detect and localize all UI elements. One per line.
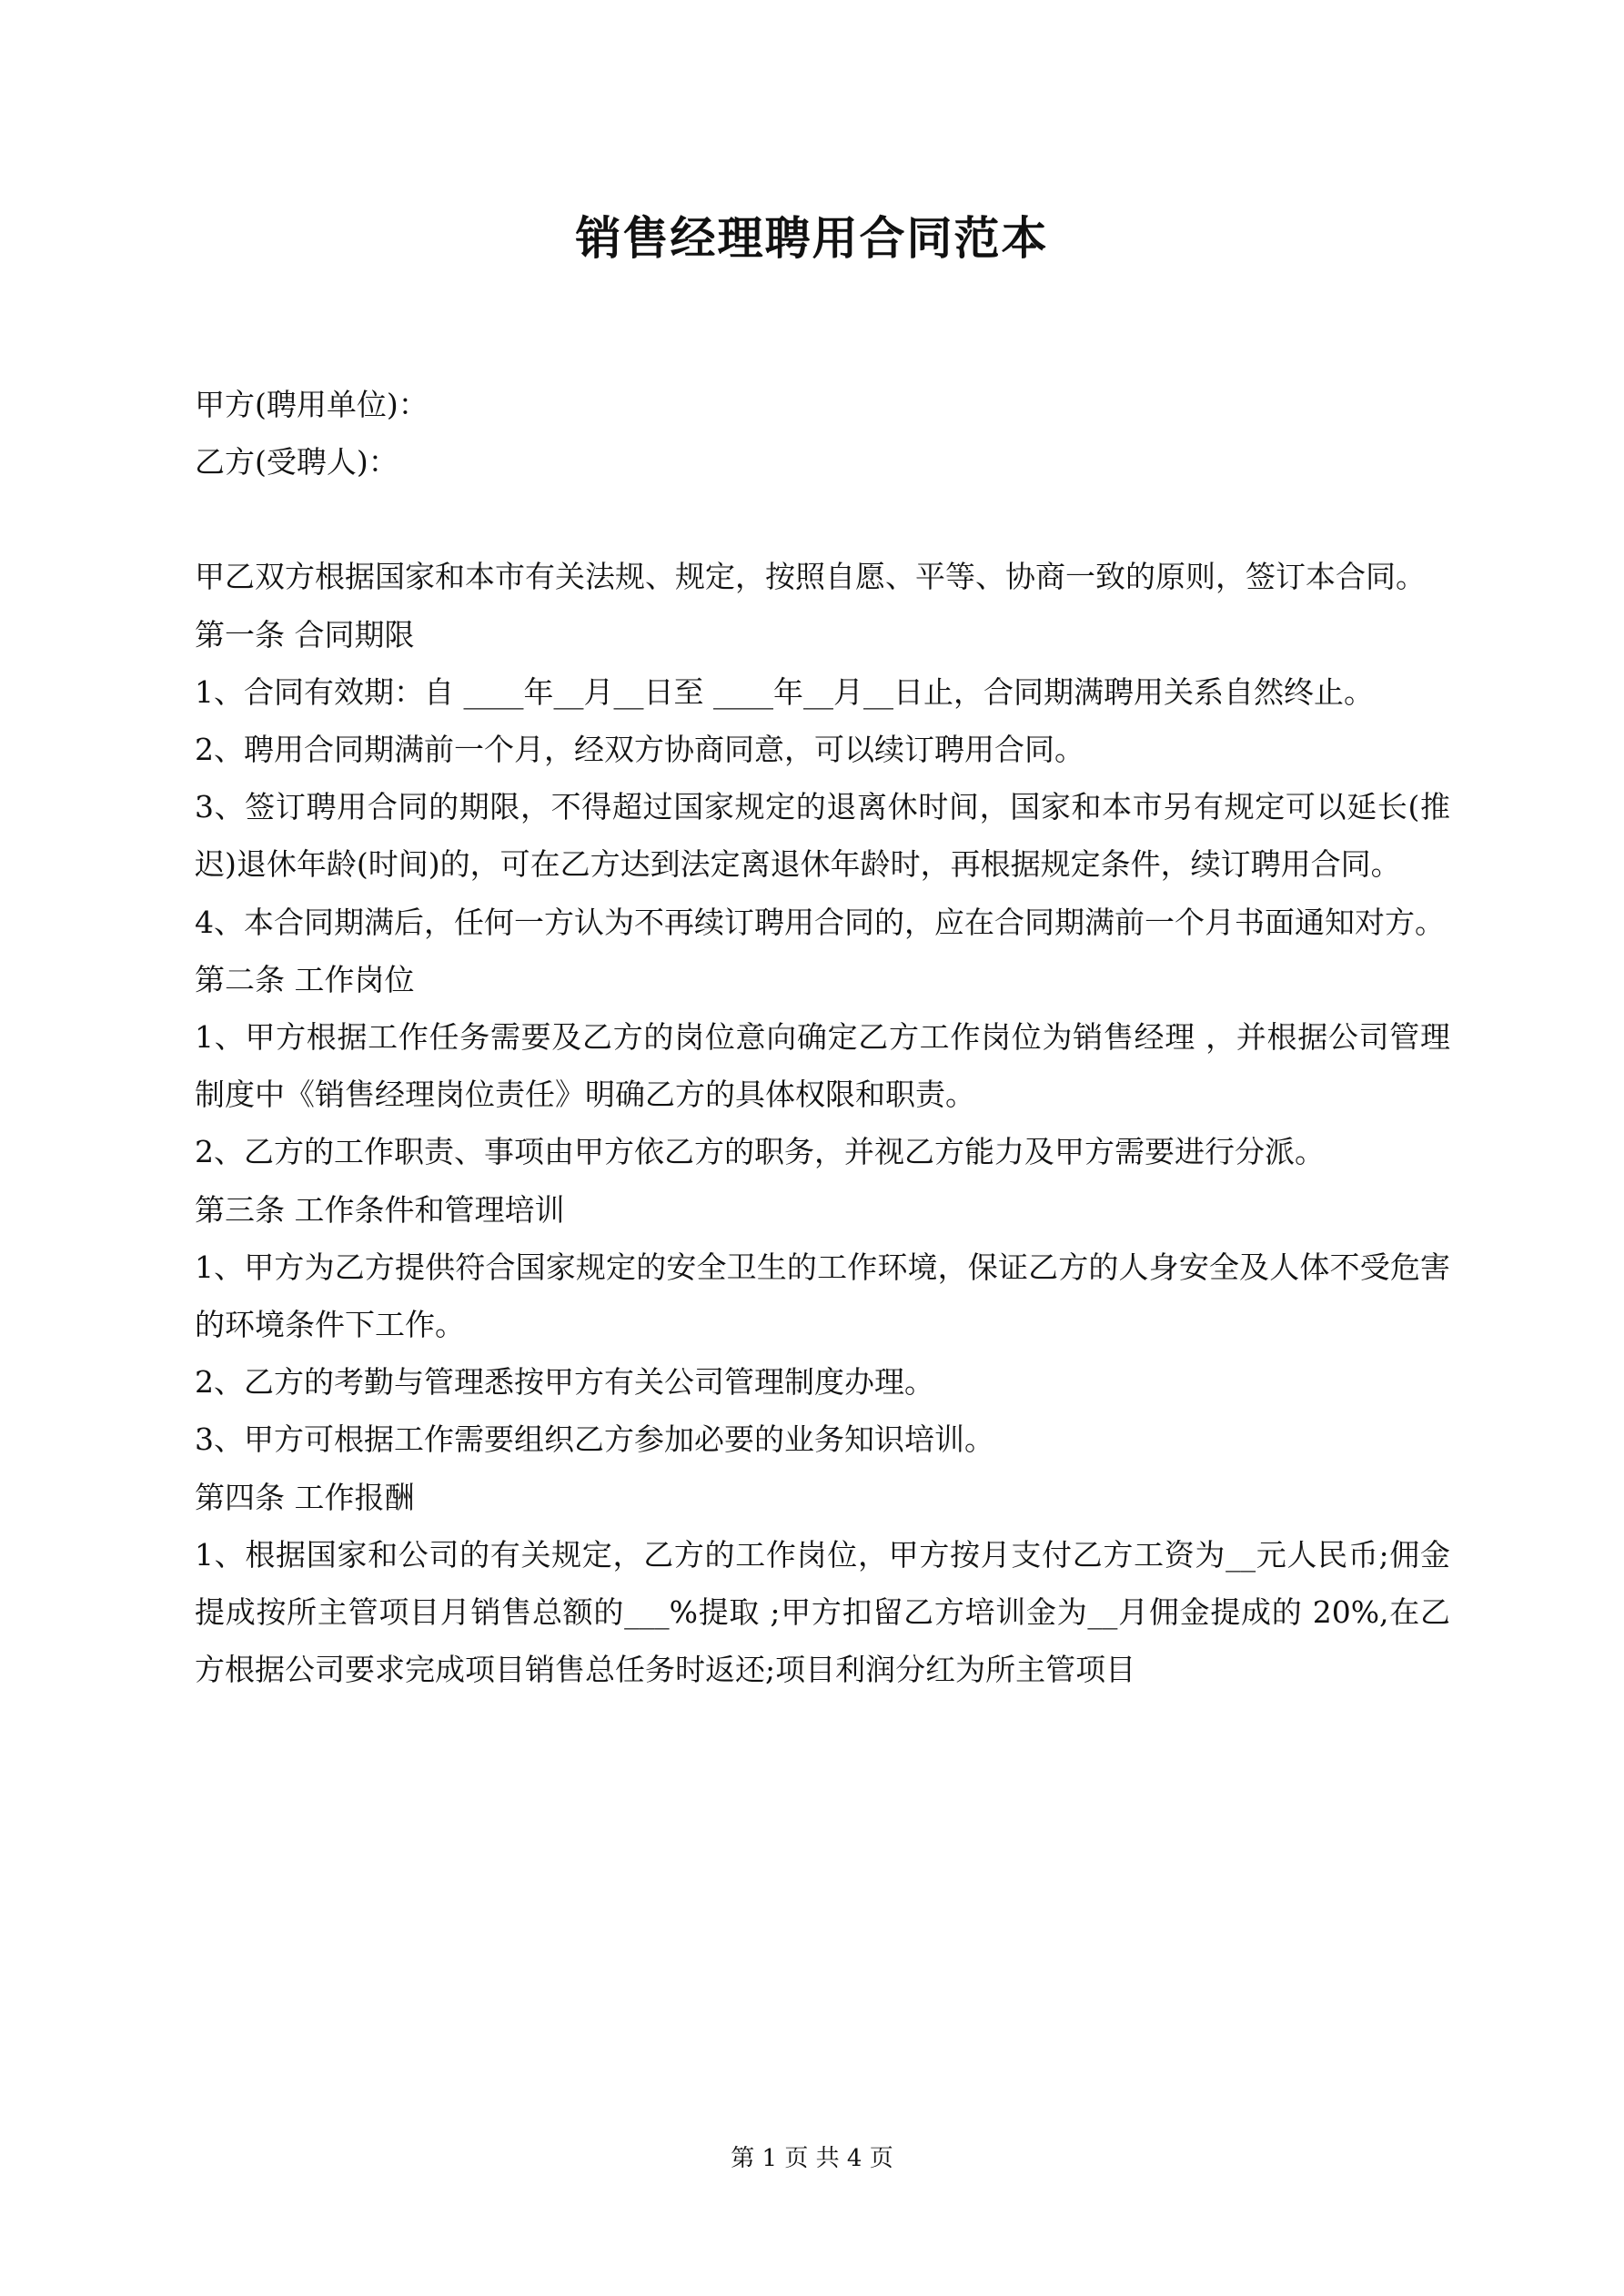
- document-title: 销售经理聘用合同范本: [575, 211, 1049, 265]
- clause: 3、甲方可根据工作需要组织乙方参加必要的业务知识培训。: [195, 1421, 994, 1458]
- paragraph-gap: [195, 491, 1450, 548]
- clause: 2、乙方的工作职责、事项由甲方依乙方的职务，并视乙方能力及甲方需要进行分派。: [195, 1134, 1325, 1170]
- party-b-line: 乙方(受聘人)：: [195, 444, 398, 480]
- section-heading: 第二条 工作岗位: [195, 961, 415, 997]
- clause: 4、本合同期满后，任何一方认为不再续订聘用合同的，应在合同期满前一个月书面通知对方。: [195, 904, 1445, 940]
- party-a-line: 甲方(聘用单位)：: [195, 387, 429, 422]
- page-footer: 第 1 页 共 4 页: [731, 2145, 893, 2172]
- clause: 1、合同有效期：自 ____年__月__日至 ____年__月__日止，合同期满聘用关系自然终止。: [195, 673, 1374, 710]
- clause: 1、甲方为乙方提供符合国家规定的安全卫生的工作环境，保证乙方的人身安全及人体不受危害的环境条件下工作。: [195, 1249, 1450, 1343]
- document-body: [195, 376, 1450, 1698]
- clause: 1、根据国家和公司的有关规定，乙方的工作岗位，甲方按月支付乙方工资为__元人民币;佣金提成按所主管项目月销售总额的___%提取 ;甲方扣留乙方培训金为__月佣金提成的 20%,在乙方根据公司要求完成项目销售总任务时返还;项目利润分红为所主管项目: [195, 1536, 1450, 1688]
- clause: 3、签订聘用合同的期限，不得超过国家规定的退离休时间，国家和本市另有规定可以延长(推迟)退休年龄(时间)的，可在乙方达到法定离退休年龄时，再根据规定条件，续订聘用合同。: [195, 789, 1450, 883]
- section-heading: 第三条 工作条件和管理培训: [195, 1191, 565, 1228]
- section-heading: 第一条 合同期限: [195, 616, 415, 652]
- intro-paragraph: 甲乙双方根据国家和本市有关法规、规定，按照自愿、平等、协商一致的原则，签订本合同。: [195, 559, 1426, 595]
- clause: 1、甲方根据工作任务需要及乙方的岗位意向确定乙方工作岗位为销售经理 ，并根据公司管理制度中《销售经理岗位责任》明确乙方的具体权限和职责。: [195, 1019, 1450, 1113]
- section-heading: 第四条 工作报酬: [195, 1479, 415, 1515]
- clause: 2、聘用合同期满前一个月，经双方协商同意，可以续订聘用合同。: [195, 732, 1084, 768]
- clause: 2、乙方的考勤与管理悉按甲方有关公司管理制度办理。: [195, 1364, 934, 1401]
